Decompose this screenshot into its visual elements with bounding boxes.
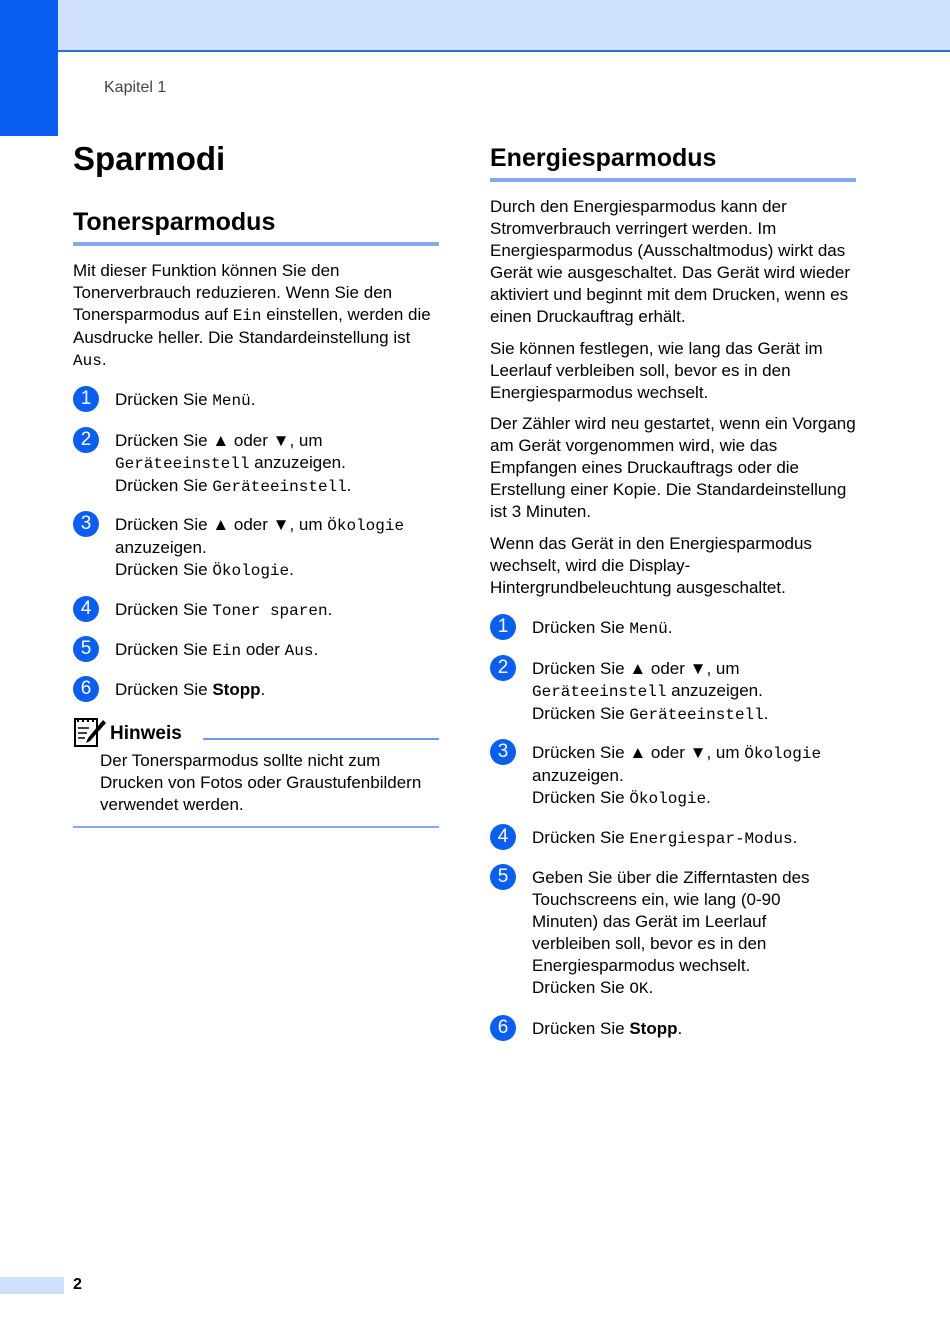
step-number: 4 bbox=[490, 824, 516, 850]
step-number: 6 bbox=[490, 1015, 516, 1041]
section-heading-energy: Energiesparmodus bbox=[490, 144, 717, 172]
chapter-tab bbox=[0, 0, 58, 136]
energy-para-4: Wenn das Gerät in den Energiesparmodus wechselt, wird die Display-Hintergrundbeleuchtung ausgeschaltet. bbox=[490, 534, 812, 597]
step-number: 6 bbox=[73, 676, 99, 702]
energy-para-3: Der Zähler wird neu gestartet, wenn ein Vorgang am Gerät vorgenommen wird, wie das Empfangen eines Druckauftrags oder die Erstellung einer Kopie. Die Standardeinstellung ist 3 Minuten. bbox=[490, 414, 856, 521]
note-bottom-rule bbox=[73, 826, 439, 828]
energy-para-1: Durch den Energiesparmodus kann der Stromverbrauch verringert werden. Im Energiesparmodus (Ausschaltmodus) wirkt das Gerät wie ausgeschaltet. Das Gerät wird wieder aktiviert und beginnt mit dem Drucken, wenn es einen Druckauftrag erhält. bbox=[490, 197, 850, 326]
step-number: 3 bbox=[490, 739, 516, 765]
note-pencil-icon bbox=[73, 716, 107, 748]
step-number: 5 bbox=[490, 864, 516, 890]
page-number: 2 bbox=[73, 1276, 82, 1293]
note-rule bbox=[203, 738, 439, 740]
section-rule bbox=[73, 242, 439, 246]
step-number: 4 bbox=[73, 596, 99, 622]
step-number: 2 bbox=[73, 427, 99, 453]
section-heading-toner: Tonersparmodus bbox=[73, 208, 276, 236]
energy-para-2: Sie können festlegen, wie lang das Gerät im Leerlauf verbleiben soll, bevor es in den Energiesparmodus wechselt. bbox=[490, 339, 823, 402]
note-text: Der Tonersparmodus sollte nicht zum Drucken von Fotos oder Graustufenbildern verwendet werden. bbox=[100, 751, 422, 814]
chapter-label: Kapitel 1 bbox=[104, 79, 167, 96]
page-title: Sparmodi bbox=[73, 140, 226, 177]
footer-bar bbox=[0, 1277, 64, 1294]
toner-intro: Mit dieser Funktion können Sie den Tonerverbrauch reduzieren. Wenn Sie den Tonersparmodus auf Ein einstellen, werden die Ausdrucke heller. Die Standardeinstellung ist Aus. bbox=[73, 261, 431, 370]
step-number: 1 bbox=[490, 614, 516, 640]
step-number: 5 bbox=[73, 636, 99, 662]
step-number: 2 bbox=[490, 655, 516, 681]
note-title: Hinweis bbox=[110, 723, 182, 744]
header-band bbox=[0, 0, 950, 52]
step-number: 3 bbox=[73, 511, 99, 537]
section-rule bbox=[490, 178, 856, 182]
step-number: 1 bbox=[73, 386, 99, 412]
